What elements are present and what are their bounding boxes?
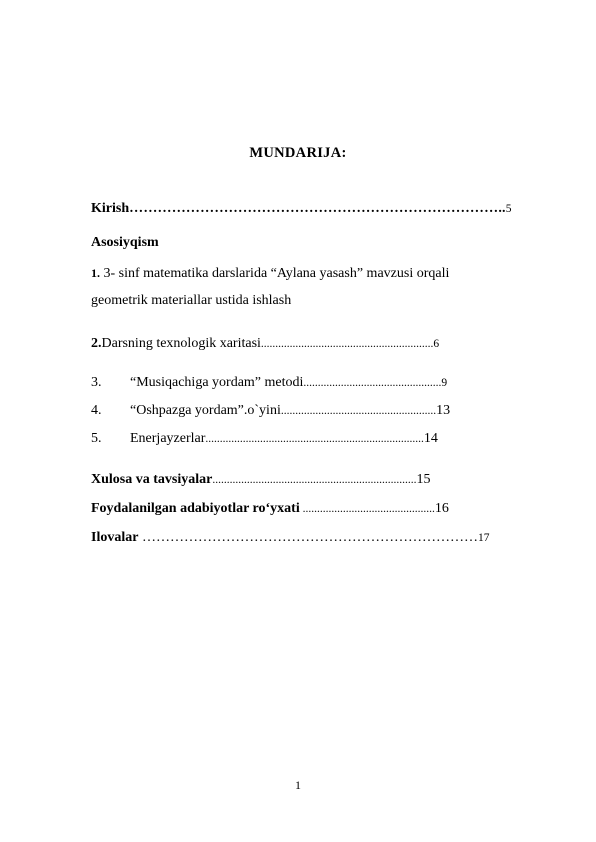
toc-dots: ……………………………………………………………… (138, 530, 478, 545)
toc-entry-ilovalar[interactable] (91, 530, 489, 546)
toc-page: 17 (477, 532, 490, 544)
toc-num: 3. (91, 375, 102, 390)
toc-entry-4[interactable] (91, 403, 450, 419)
toc-label: Ilovalar (91, 530, 139, 545)
toc-page: 14 (423, 431, 438, 446)
toc-entry-2[interactable] (91, 336, 439, 352)
toc-page: 15 (416, 472, 431, 487)
toc-entry-1-continuation: geometrik materiallar ustida ishlash (91, 293, 292, 308)
toc-label: “Oshpazga yordam”.o`yini (130, 403, 281, 418)
toc-label: Kirish (91, 201, 130, 216)
toc-label: Darsning texnologik xaritasi (101, 336, 261, 351)
toc-entry-kirish[interactable] (91, 201, 511, 217)
toc-dots: ....................................................................... (212, 474, 417, 486)
page-title: MUNDARIJA: (249, 145, 347, 161)
toc-dots: ............................................................ (260, 338, 434, 350)
page-number: 1 (295, 778, 301, 792)
toc-entry-3[interactable] (91, 375, 447, 391)
toc-label: Enerjayzerlar (130, 431, 206, 446)
toc-num: 4. (91, 403, 102, 418)
toc-entry-1[interactable] (91, 266, 449, 282)
toc-entry-5[interactable] (91, 431, 438, 447)
toc-dots: .............................................. (299, 503, 435, 515)
toc-dots: …………………………………………………………………….. (129, 201, 506, 216)
toc-dots: ................................................ (303, 377, 442, 389)
toc-page: 16 (434, 501, 449, 516)
toc-page: 5 (505, 203, 512, 215)
toc-entry-xulosa[interactable] (91, 472, 430, 488)
toc-label: 3- sinf matematika darslarida “Aylana yasash” mavzusi orqali (100, 266, 450, 281)
toc-page: 6 (433, 338, 440, 350)
toc-num: 2. (91, 336, 102, 351)
toc-num: 5. (91, 431, 102, 446)
toc-page: 13 (436, 403, 451, 418)
toc-label: Xulosa va tavsiyalar (91, 472, 213, 487)
toc-entry-foydalanilgan[interactable] (91, 501, 449, 517)
toc-entry-asosiyqism[interactable]: Asosiyqism (91, 235, 159, 250)
toc-label: “Musiqachiga yordam” metodi (130, 375, 304, 390)
toc-dots: ............................................................................ (205, 433, 424, 445)
toc-page: 9 (441, 377, 448, 389)
toc-num: 1. (91, 266, 100, 280)
toc-label: Foydalanilgan adabiyotlar ro‘yxati (91, 501, 300, 516)
toc-dots: ...................................................... (280, 405, 437, 417)
